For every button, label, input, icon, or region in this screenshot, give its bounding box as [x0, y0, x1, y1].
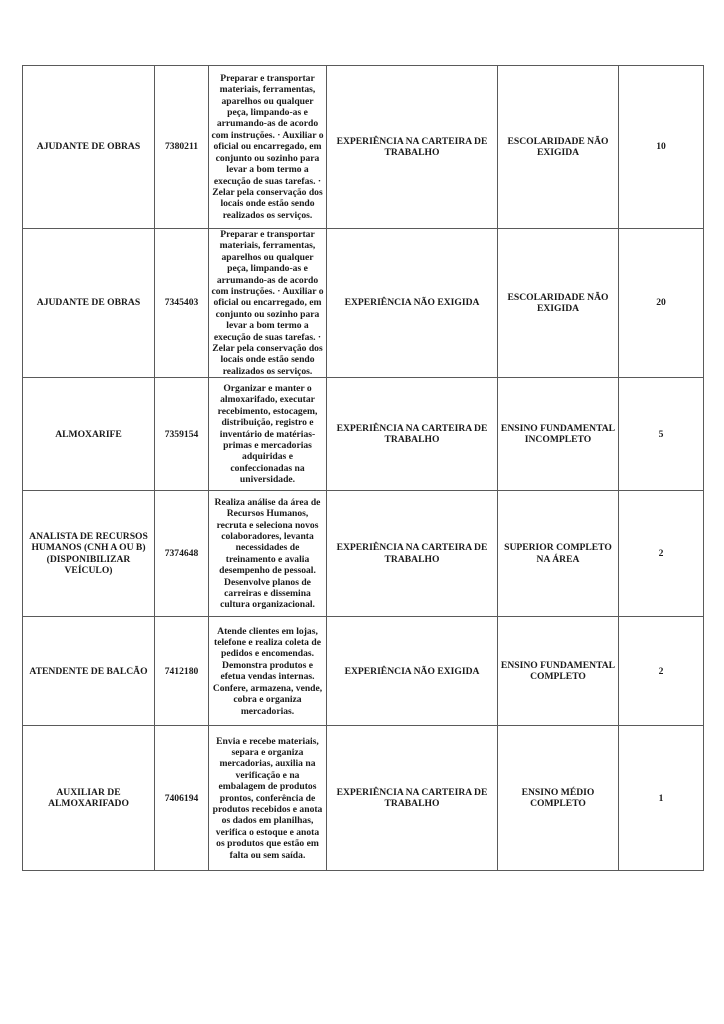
job-vacancies-table: [22, 65, 704, 871]
vacancy-count: 10: [619, 66, 704, 229]
education-requirement: ENSINO FUNDAMENTAL INCOMPLETO: [498, 378, 619, 491]
table-row: [23, 378, 704, 491]
job-code: 7406194: [155, 726, 209, 871]
experience-requirement: EXPERIÊNCIA NÃO EXIGIDA: [327, 229, 498, 378]
table-row: [23, 66, 704, 229]
job-description: Realiza análise da área de Recursos Humanos, recruta e seleciona novos colaboradores, levanta necessidades de treinamento e avalia desempenho de pessoal. Desenvolve planos de carreiras e dissemina cultura organizacional.: [209, 491, 327, 617]
vacancy-count: 2: [619, 491, 704, 617]
job-title: ANALISTA DE RECURSOS HUMANOS (CNH A OU B) (DISPONIBILIZAR VEÍCULO): [23, 491, 155, 617]
job-description: Organizar e manter o almoxarifado, executar recebimento, estocagem, distribuição, registro e inventário de matérias-primas e mercadorias adquiridas e confeccionadas na universidade.: [209, 378, 327, 491]
experience-requirement: EXPERIÊNCIA NA CARTEIRA DE TRABALHO: [327, 491, 498, 617]
education-requirement: ESCOLARIDADE NÃO EXIGIDA: [498, 229, 619, 378]
job-description: Preparar e transportar materiais, ferramentas, aparelhos ou qualquer peça, limpando-as e arrumando-as de acordo com instruções. · Auxiliar o oficial ou encarregado, em conjunto ou sozinho para levar a bom termo a execução de suas tarefas. · Zelar pela conservação dos locais onde estão sendo realizados os serviços.: [209, 229, 327, 378]
job-code: 7359154: [155, 378, 209, 491]
education-requirement: ESCOLARIDADE NÃO EXIGIDA: [498, 66, 619, 229]
job-description: Preparar e transportar materiais, ferramentas, aparelhos ou qualquer peça, limpando-as e arrumando-as de acordo com instruções. · Auxiliar o oficial ou encarregado, em conjunto ou sozinho para levar a bom termo a execução de suas tarefas. · Zelar pela conservação dos locais onde estão sendo realizados os serviços.: [209, 66, 327, 229]
job-description: Envia e recebe materiais, separa e organiza mercadorias, auxilia na verificação e na embalagem de produtos prontos, conferência de produtos recebidos e anota os dados em planilhas, verifica o estoque e anota os produtos que estão em falta ou sem saída.: [209, 726, 327, 871]
experience-requirement: EXPERIÊNCIA NA CARTEIRA DE TRABALHO: [327, 66, 498, 229]
job-title: ATENDENTE DE BALCÃO: [23, 617, 155, 726]
education-requirement: ENSINO MÉDIO COMPLETO: [498, 726, 619, 871]
experience-requirement: EXPERIÊNCIA NA CARTEIRA DE TRABALHO: [327, 726, 498, 871]
table-row: [23, 617, 704, 726]
vacancy-count: 1: [619, 726, 704, 871]
table-row: [23, 229, 704, 378]
job-title: ALMOXARIFE: [23, 378, 155, 491]
table-row: [23, 726, 704, 871]
vacancy-count: 20: [619, 229, 704, 378]
experience-requirement: EXPERIÊNCIA NÃO EXIGIDA: [327, 617, 498, 726]
job-description: Atende clientes em lojas, telefone e realiza coleta de pedidos e encomendas. Demonstra produtos e efetua vendas internas. Confere, armazena, vende, cobra e organiza mercadorias.: [209, 617, 327, 726]
job-code: 7374648: [155, 491, 209, 617]
job-code: 7412180: [155, 617, 209, 726]
job-code: 7345403: [155, 229, 209, 378]
job-title: AUXILIAR DE ALMOXARIFADO: [23, 726, 155, 871]
job-title: AJUDANTE DE OBRAS: [23, 66, 155, 229]
job-title: AJUDANTE DE OBRAS: [23, 229, 155, 378]
vacancy-count: 5: [619, 378, 704, 491]
job-code: 7380211: [155, 66, 209, 229]
vacancy-count: 2: [619, 617, 704, 726]
table-row: [23, 491, 704, 617]
education-requirement: SUPERIOR COMPLETO NA ÁREA: [498, 491, 619, 617]
education-requirement: ENSINO FUNDAMENTAL COMPLETO: [498, 617, 619, 726]
experience-requirement: EXPERIÊNCIA NA CARTEIRA DE TRABALHO: [327, 378, 498, 491]
